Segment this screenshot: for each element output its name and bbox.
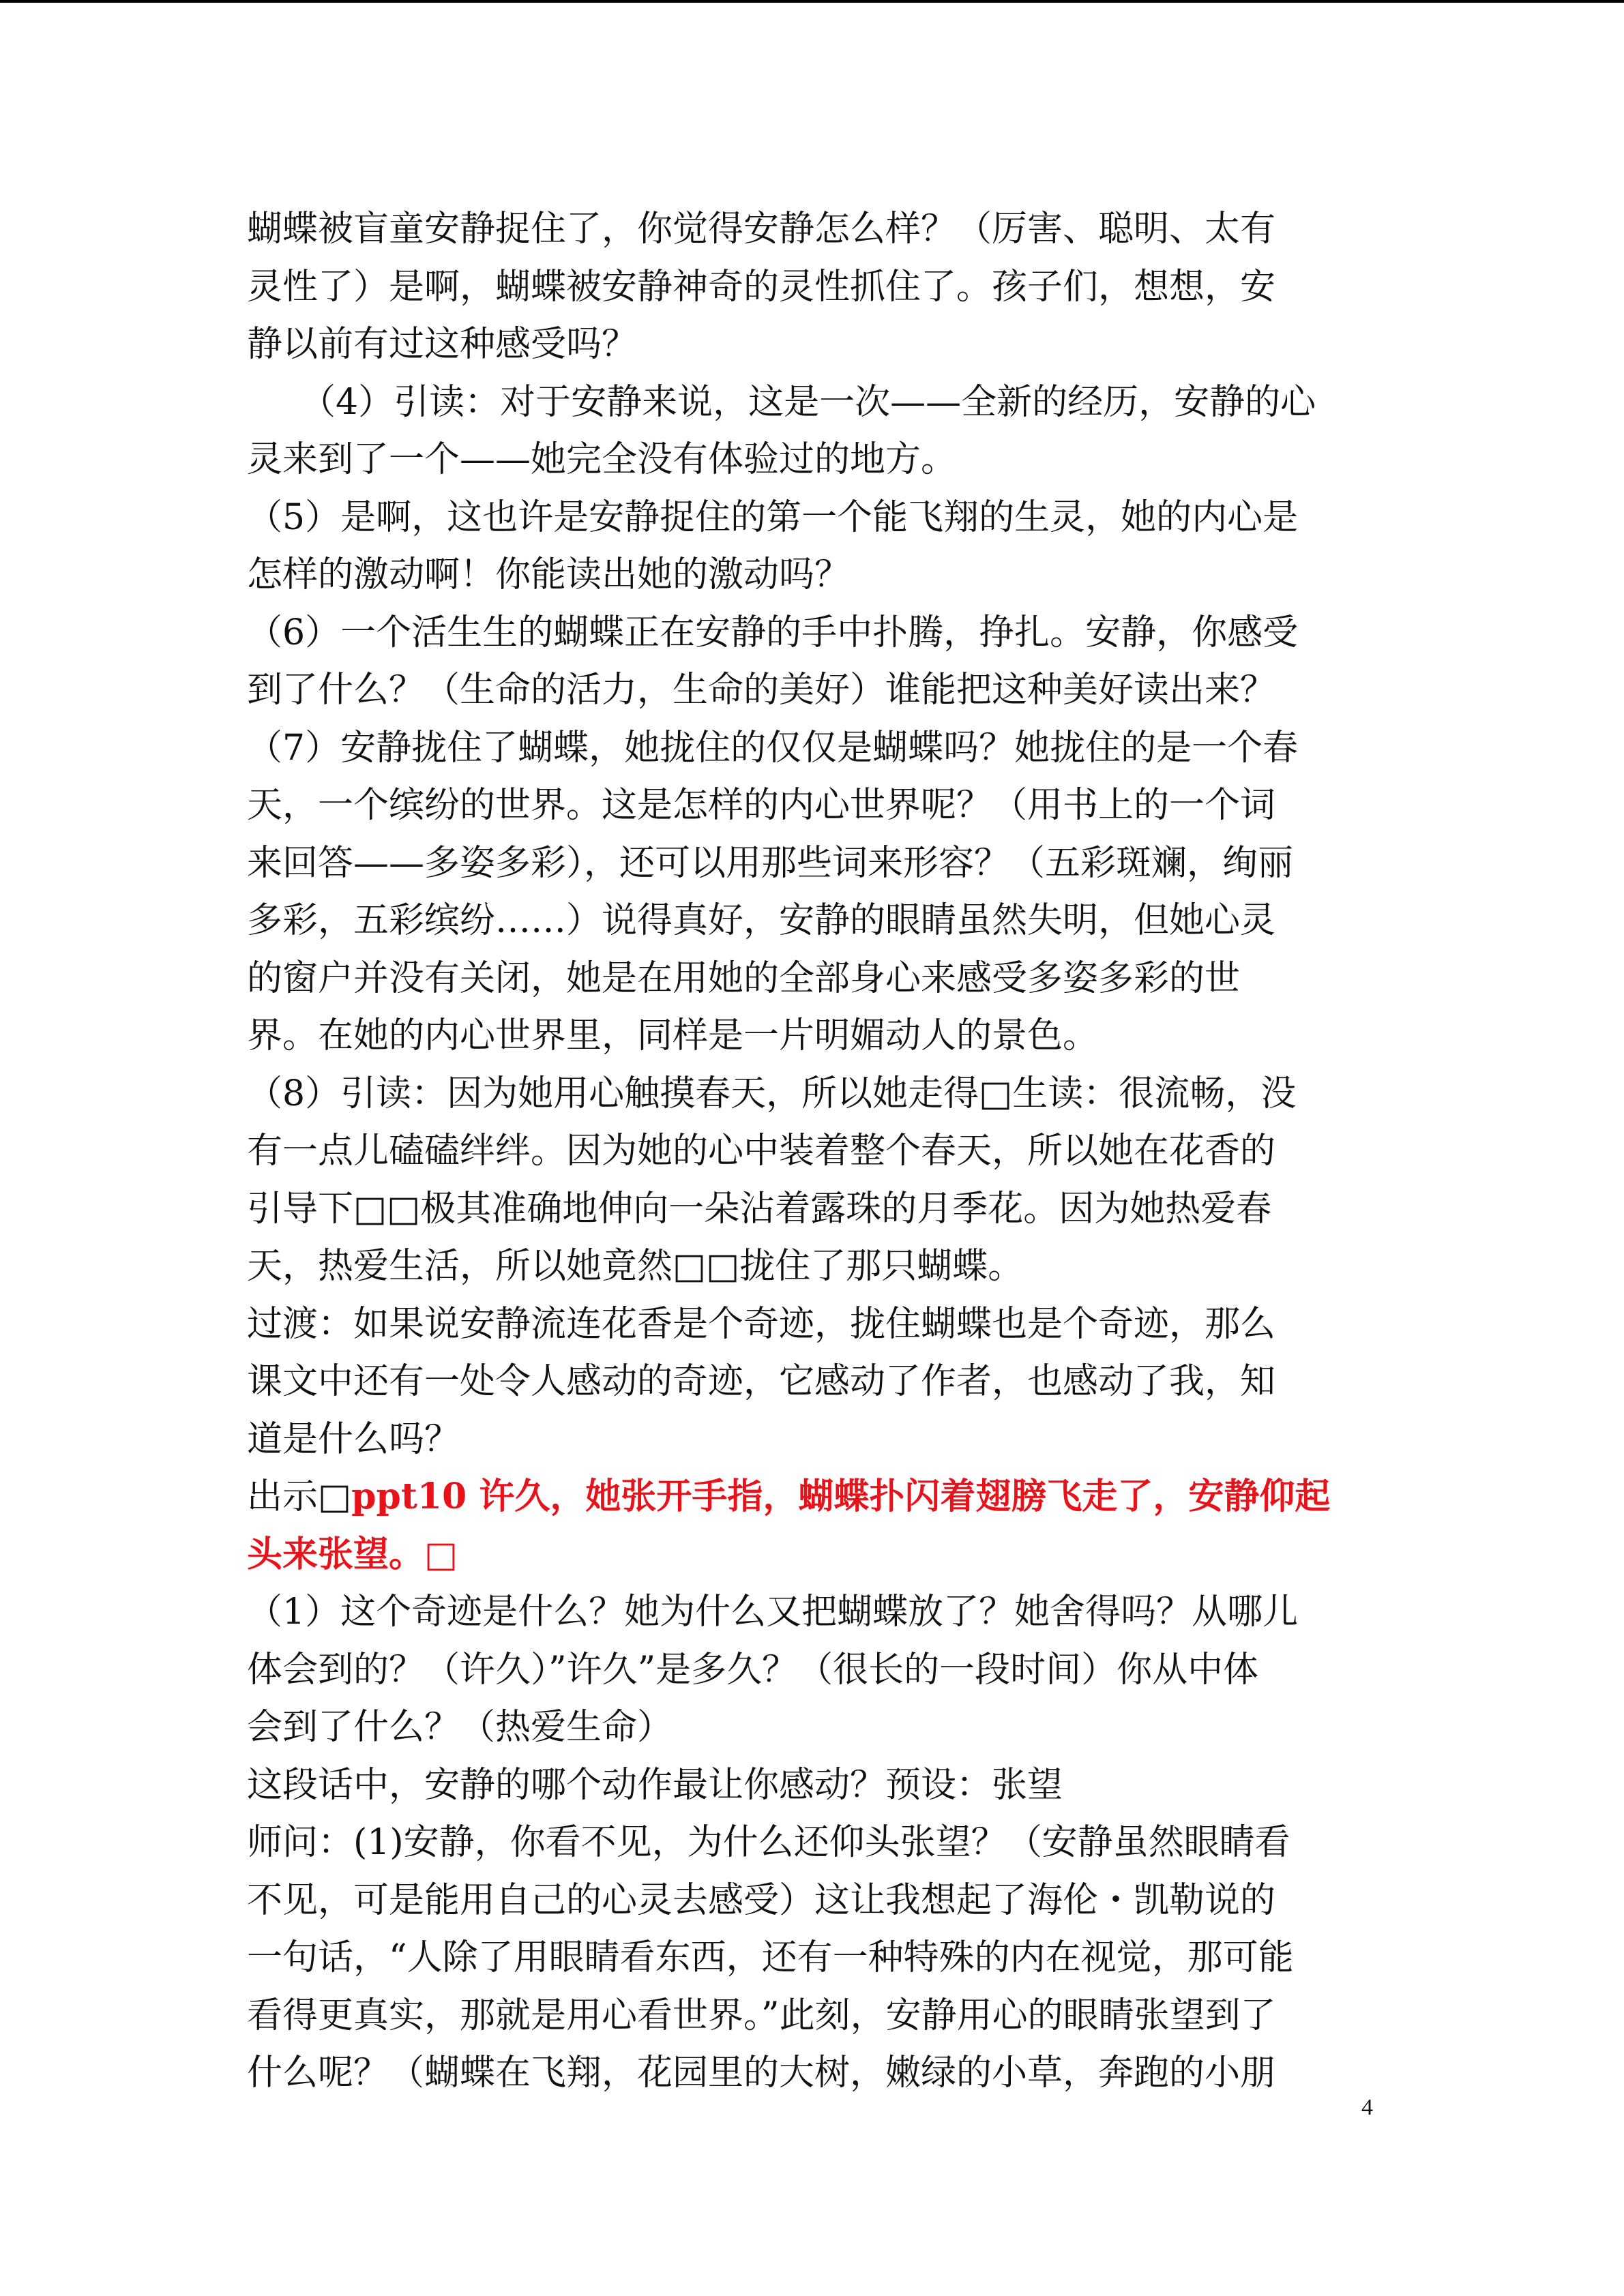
text-line: 蝴蝶被盲童安静捉住了，你觉得安静怎么样？（厉害、聪明、太有 — [247, 209, 1276, 250]
text-line: 界。在她的内心世界里，同样是一片明媚动人的景色。 — [247, 1015, 1099, 1056]
text-line: （5）是啊，这也许是安静捉住的第一个能飞翔的生灵，她的内心是 — [247, 496, 1299, 538]
show-slide-line — [247, 1468, 1379, 1526]
text-line: 道是什么吗？ — [247, 1418, 460, 1460]
text-line: 天，一个缤纷的世界。这是怎样的内心世界呢？（用书上的一个词 — [247, 785, 1276, 826]
text-line: （1）这个奇迹是什么？她为什么又把蝴蝶放了？她舍得吗？从哪儿 — [247, 1592, 1299, 1632]
text-line: 到了什么？（生命的活力，生命的美好）谁能把这种美好读出来？ — [247, 670, 1276, 711]
text-line: 灵来到了一个——她完全没有体验过的地方。 — [247, 439, 957, 480]
text-line: 不见，可是能用自己的心灵去感受）这让我想起了海伦・凯勒说的 — [247, 1879, 1276, 1921]
text-line: 怎样的激动啊！你能读出她的激动吗？ — [247, 554, 851, 595]
text-line: 会到了什么？（热爱生命） — [247, 1707, 673, 1748]
show-slide-line — [247, 1526, 1379, 1584]
text-line: 的窗户并没有关闭，她是在用她的全部身心来感受多姿多彩的世 — [247, 957, 1241, 999]
text-line: 一句话，“人除了用眼睛看东西，还有一种特殊的内在视觉，那可能 — [247, 1937, 1294, 1978]
text-line: 课文中还有一处令人感动的奇迹，它感动了作者，也感动了我，知 — [247, 1361, 1276, 1402]
text-line: 天，热爱生活，所以她竟然□□拢住了那只蝴蝶。 — [247, 1246, 1024, 1287]
show-prefix: 出示□ — [247, 1476, 352, 1517]
text-line: （4）引读：对于安静来说，这是一次——全新的经历，安静的心 — [300, 381, 1316, 423]
text-line: 静以前有过这种感受吗？ — [247, 324, 638, 365]
text-line: 体会到的？（许久）”许久”是多久？（很长的一段时间）你从中体 — [247, 1649, 1259, 1690]
text-line: （6）一个活生生的蝴蝶正在安静的手中扑腾，挣扎。安静，你感受 — [247, 612, 1299, 653]
text-line: 过渡：如果说安静流连花香是个奇迹，拢住蝴蝶也是个奇迹，那么 — [247, 1303, 1276, 1345]
slide-quote: 头来张望。□ — [247, 1533, 458, 1575]
text-line: （8）引读：因为她用心触摸春天，所以她走得□生读：很流畅，没 — [247, 1073, 1297, 1114]
text-line: 引导下□□极其准确地伸向一朵沾着露珠的月季花。因为她热爱春 — [247, 1188, 1272, 1229]
text-line: 这段话中，安静的哪个动作最让你感动？预设：张望 — [247, 1764, 1063, 1806]
text-line: 什么呢？（蝴蝶在飞翔，花园里的大树，嫩绿的小草，奔跑的小朋 — [247, 2053, 1276, 2093]
slide-quote: ppt10 许久，她张开手指，蝴蝶扑闪着翅膀飞走了，安静仰起 — [351, 1476, 1331, 1517]
text-line: 看得更真实，那就是用心看世界。”此刻，安静用心的眼睛张望到了 — [247, 1995, 1276, 2036]
body-text — [247, 200, 1379, 2102]
text-line: 多彩，五彩缤纷……）说得真好，安静的眼睛虽然失明，但她心灵 — [247, 900, 1276, 941]
text-line: 师问：(1)安静，你看不见，为什么还仰头张望？（安静虽然眼睛看 — [247, 1822, 1290, 1863]
text-line: 来回答——多姿多彩），还可以用那些词来形容？（五彩斑斓，绚丽 — [247, 842, 1294, 884]
text-line: 灵性了）是啊，蝴蝶被安静神奇的灵性抓住了。孩子们，想想，安 — [247, 266, 1276, 308]
text-line: （7）安静拢住了蝴蝶，她拢住的仅仅是蝴蝶吗？她拢住的是一个春 — [247, 727, 1299, 769]
page-number: 4 — [1361, 2095, 1373, 2120]
text-line: 有一点儿磕磕绊绊。因为她的心中装着整个春天，所以她在花香的 — [247, 1131, 1276, 1172]
